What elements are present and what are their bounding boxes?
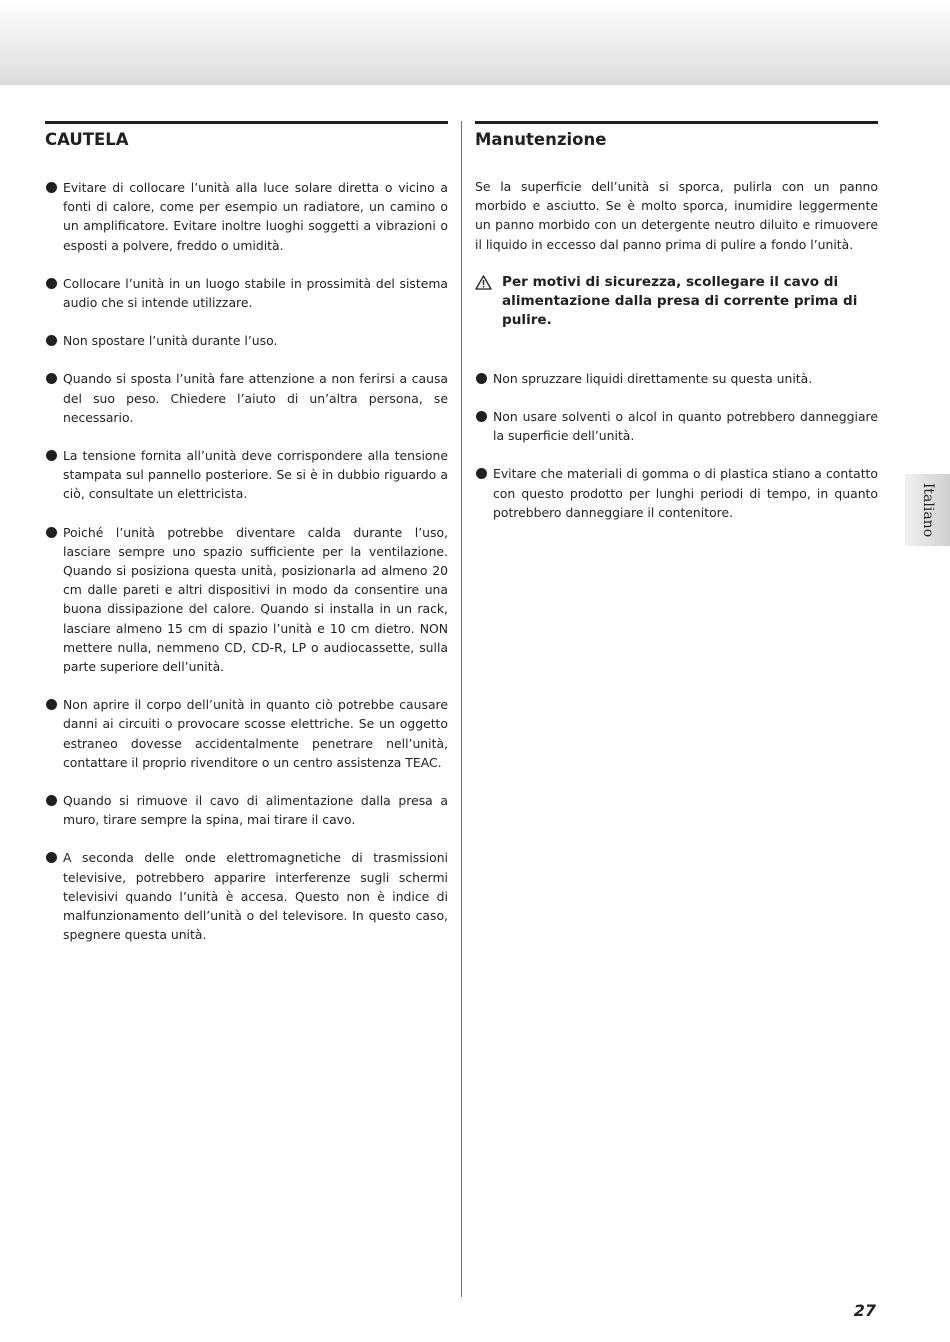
- list-item: Evitare di collocare l’unità alla luce solare diretta o vicino a fonti di calore, come per esempio un radiatore, un camino o un amplificatore. Evitare inoltre luoghi soggetti a vibrazioni o esposti a polvere, freddo o umidità.: [45, 178, 448, 255]
- bullet-icon: [46, 527, 57, 538]
- list-item: Non usare solventi o alcol in quanto potrebbero danneggiare la superficie dell’unità.: [475, 407, 878, 445]
- list-item: Poiché l’unità potrebbe diventare calda durante l’uso, lasciare sempre uno spazio sufficiente per la ventilazione. Quando si posiziona questa unità, posizionarla ad almeno 20 cm dalle pareti e altri dispositivi in modo da consentire una buona dissipazione del calore. Quando si installa in un rack, lasciare almeno 15 cm di spazio l’unità e 10 cm dietro. NON mettere nulla, nemmeno CD, CD-R, LP o audiocassette, sulla parte superiore dell’unità.: [45, 523, 448, 677]
- list-item: Evitare che materiali di gomma o di plastica stiano a contatto con questo prodotto per lunghi periodi di tempo, in quanto potrebbero danneggiare il contenitore.: [475, 464, 878, 522]
- bullet-icon: [476, 411, 487, 422]
- maintenance-list: [475, 369, 878, 522]
- bullet-icon: [46, 278, 57, 289]
- language-tab: [905, 474, 950, 546]
- list-item: Non spruzzare liquidi direttamente su questa unità.: [475, 369, 878, 388]
- right-column: [475, 121, 878, 541]
- bullet-icon: [46, 450, 57, 461]
- list-item: A seconda delle onde elettromagnetiche di trasmissioni televisive, potrebbero apparire interferenze sugli schermi televisivi quando l’unità è accesa. Questo non è indice di malfunzionamento dell’unità o del televisore. In questo caso, spegnere questa unità.: [45, 848, 448, 944]
- bullet-icon: [476, 373, 487, 384]
- section-title-manutenzione: Manutenzione: [475, 130, 607, 149]
- warning-triangle-icon: [475, 275, 492, 290]
- warning-text: Per motivi di sicurezza, scollegare il cavo di alimentazione dalla presa di corrente prima di pulire.: [502, 273, 858, 328]
- bullet-icon: [46, 335, 57, 346]
- safety-warning: [475, 273, 878, 330]
- caution-list: [45, 178, 448, 945]
- list-item: La tensione fornita all’unità deve corrispondere alla tensione stampata sul pannello posteriore. Se si è in dubbio riguardo a ciò, consultate un elettricista.: [45, 446, 448, 504]
- bullet-icon: [46, 699, 57, 710]
- bullet-icon: [476, 468, 487, 479]
- list-item: Quando si sposta l’unità fare attenzione a non ferirsi a causa del suo peso. Chiedere l’aiuto di un’altra persona, se necessario.: [45, 369, 448, 427]
- left-column: [45, 121, 448, 964]
- bullet-icon: [46, 182, 57, 193]
- column-divider: [461, 121, 462, 1297]
- list-item: Non aprire il corpo dell’unità in quanto ciò potrebbe causare danni ai circuiti o provocare scosse elettriche. Se un oggetto estraneo dovesse accidentalmente penetrare nell’unità, contattare il proprio rivenditore o un centro assistenza TEAC.: [45, 695, 448, 772]
- list-item: Quando si rimuove il cavo di alimentazione dalla presa a muro, tirare sempre la spina, mai tirare il cavo.: [45, 791, 448, 829]
- page-number: 27: [853, 1301, 876, 1320]
- header-band: [0, 0, 950, 85]
- list-item: Non spostare l’unità durante l’uso.: [45, 331, 448, 350]
- language-tab-label: Italiano: [919, 482, 936, 538]
- section-title-cautela: CAUTELA: [45, 130, 129, 149]
- bullet-icon: [46, 373, 57, 384]
- section-rule: [475, 121, 878, 124]
- bullet-icon: [46, 795, 57, 806]
- section-rule: [45, 121, 448, 124]
- bullet-icon: [46, 852, 57, 863]
- list-item: Collocare l’unità in un luogo stabile in prossimità del sistema audio che si intende utilizzare.: [45, 274, 448, 312]
- maintenance-intro: Se la superficie dell’unità si sporca, pulirla con un panno morbido e asciutto. Se è molto sporca, inumidire leggermente un panno morbido con un detergente neutro diluito e rimuovere il liquido in eccesso dal panno prima di pulire a fondo l’unità.: [475, 179, 878, 252]
